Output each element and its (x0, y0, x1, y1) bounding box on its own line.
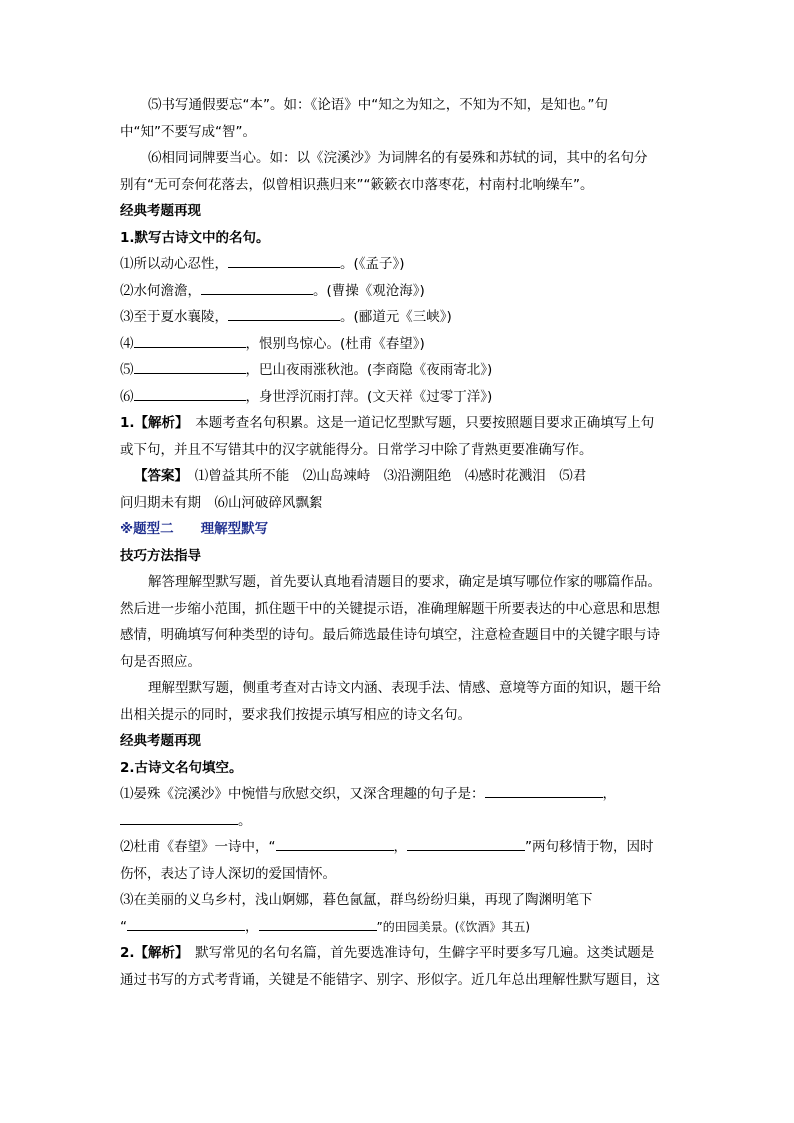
section1-question-title: 1.默写古诗文中的名句。 (120, 229, 270, 246)
method-paragraph-2-line: 出相关提示的同时，要求我们按提示填写相应的诗文名句。 (120, 706, 471, 723)
analysis-1-cont: 或下句，并且不写错其中的汉字就能得分。日常学习中除了背熟更要准确写作。 (120, 441, 593, 458)
method-paragraph-1: 解答理解型默写题，首先要认真地看清题目的要求，确定是填写哪位作家的哪篇作品。 (148, 574, 661, 590)
fill-item-6: ⑹ ，身世浮沉雨打萍。(文天祥《过零丁洋》) (120, 384, 675, 411)
fill-item-4: ⑷ ，恨别鸟惊心。(杜甫《春望》) (120, 331, 675, 358)
intro-point-5: ⑸书写通假要忘“本”。如：《论语》中“知之为知之，不知为不知，是知也。”句 (148, 97, 608, 113)
answer-blank[interactable] (134, 333, 246, 348)
analysis-1: 1.【解析】 本题考查名句积累。这是一道记忆型默写题，只要按照题目要求正确填写上句 (120, 415, 655, 431)
intro-point-5-cont: 中“知”不要写成“智”。 (120, 123, 256, 140)
answer-blank[interactable] (120, 810, 238, 825)
answer-blank[interactable] (201, 280, 313, 295)
fill-item-3: ⑶至于夏水襄陵， 。(郦道元《三峡》) (120, 304, 675, 331)
question-2-1: ⑴晏殊《浣溪沙》中惋惜与欣慰交织，又深含理趣的句子是： ， (120, 781, 675, 808)
answer-blank[interactable] (228, 253, 340, 268)
answer-blank[interactable] (127, 916, 245, 931)
answer-1-cont: 问归期未有期 ⑹山河破碎风飘絮 (120, 494, 323, 511)
question-2-2-cont: 伤怀，表达了诗人深切的爱国情怀。 (120, 865, 336, 882)
answer-blank[interactable] (134, 359, 246, 374)
answer-blank[interactable] (259, 916, 377, 931)
answer-blank[interactable] (276, 836, 394, 851)
document-page (120, 92, 675, 993)
intro-point-6: ⑹相同词牌要当心。如：以《浣溪沙》为词牌名的有晏殊和苏轼的词，其中的名句分 (148, 150, 648, 166)
method-paragraph-2: 理解型默写题，侧重考查对古诗文内涵、表现手法、情感、意境等方面的知识，题干给 (148, 680, 661, 696)
method-paragraph-1-line: 句是否照应。 (120, 653, 201, 670)
section1-heading: 经典考题再现 (120, 203, 201, 219)
method-heading: 技巧方法指导 (120, 547, 201, 564)
method-paragraph-1-line: 然后进一步缩小范围，抓住题干中的关键提示语，准确理解题干所要表达的中心意思和思想 (120, 600, 660, 617)
question-2-3: ⑶在美丽的义乌乡村，浅山婀娜，暮色氤氲，群鸟纷纷归巢，再现了陶渊明笔下 (120, 892, 593, 908)
question-2-1-cont: 。 (120, 808, 675, 835)
answer-1: 【答案】 ⑴曾益其所不能 ⑵山岛竦峙 ⑶沿溯阻绝 ⑷感时花溅泪 ⑸君 (134, 468, 587, 484)
answer-blank[interactable] (228, 306, 340, 321)
section2-question-title: 2.古诗文名句填空。 (120, 759, 243, 776)
question-2-3-cont: “ ， ”的田园美景。(《饮酒》其五) (120, 914, 675, 941)
section2-heading: 经典考题再现 (120, 733, 201, 749)
type2-title: ※题型二 理解型默写 (120, 521, 269, 537)
fill-item-1: ⑴所以动心忍性， 。(《孟子》) (120, 251, 675, 278)
method-paragraph-1-line: 感情，明确填写何种类型的诗句。最后筛选最佳诗句填空，注意检查题目中的关键字眼与诗 (120, 627, 660, 643)
analysis-2-cont: 通过书写的方式考背诵，关键是不能错字、别字、形似字。近几年总出理解性默写题目，这 (120, 971, 660, 988)
fill-item-2: ⑵水何澹澹， 。(曹操《观沧海》) (120, 278, 675, 305)
analysis-2: 2.【解析】 默写常见的名句名篇，首先要选准诗句，生僻字平时要多写几遍。这类试题是 (120, 945, 655, 961)
question-2-2: ⑵杜甫《春望》一诗中，“ ， ”两句移情于物，因时 (120, 834, 675, 861)
answer-blank[interactable] (134, 386, 246, 401)
answer-blank[interactable] (485, 783, 603, 798)
fill-item-5: ⑸ ，巴山夜雨涨秋池。(李商隐《夜雨寄北》) (120, 357, 675, 384)
answer-blank[interactable] (407, 836, 525, 851)
intro-point-6-cont: 别有“无可奈何花落去，似曾相识燕归来”“簌簌衣巾落枣花，村南村北响缲车”。 (120, 176, 594, 193)
